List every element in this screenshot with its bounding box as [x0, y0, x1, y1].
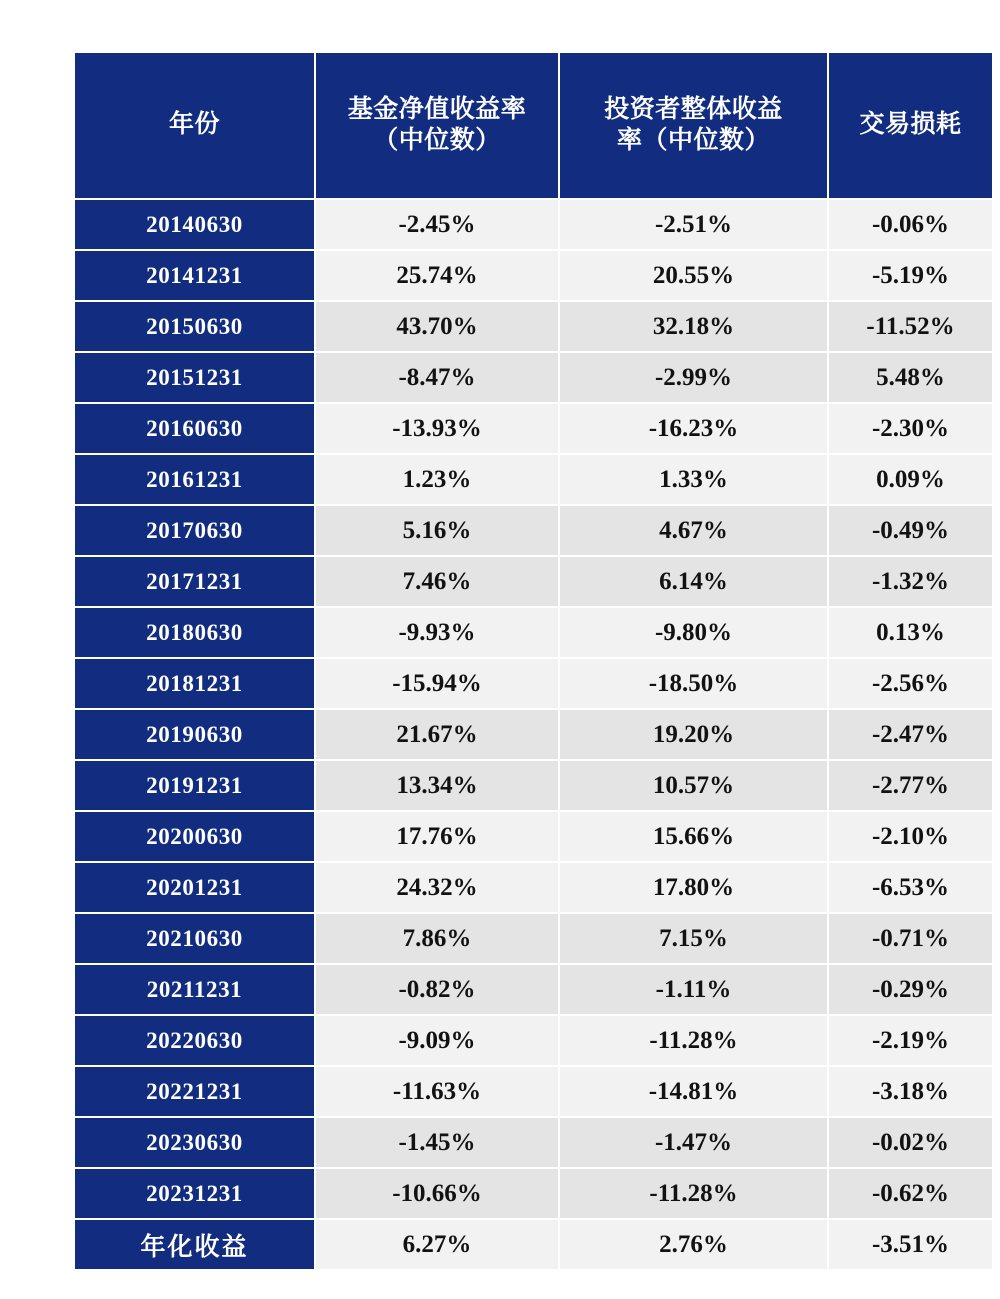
- fund-nav-return-cell: -13.93%: [316, 402, 560, 453]
- fund-nav-return-cell: -1.45%: [316, 1116, 560, 1167]
- fund-nav-return-cell: 24.32%: [316, 861, 560, 912]
- fund-nav-return-cell: 25.74%: [316, 249, 560, 300]
- fund-nav-return-cell: -11.63%: [316, 1065, 560, 1116]
- year-cell: 20200630: [75, 810, 316, 861]
- fund-nav-return-cell: -9.93%: [316, 606, 560, 657]
- fund-nav-return-cell: 7.86%: [316, 912, 560, 963]
- trading-loss-cell: -5.19%: [829, 249, 992, 300]
- trading-loss-cell: -3.18%: [829, 1065, 992, 1116]
- year-cell: 20161231: [75, 453, 316, 504]
- table-row: [75, 759, 992, 810]
- column-header-year: [75, 53, 316, 198]
- column-header-fund-nav-return-line2: （中位数）: [373, 126, 501, 154]
- table-row: [75, 300, 992, 351]
- year-cell: 20180630: [75, 606, 316, 657]
- investor-return-cell: 20.55%: [560, 249, 829, 300]
- summary-label-cell: 年化收益: [75, 1218, 316, 1269]
- trading-loss-cell: -1.32%: [829, 555, 992, 606]
- column-header-investor-return: [560, 53, 829, 198]
- table-row: [75, 1014, 992, 1065]
- trading-loss-cell: -2.19%: [829, 1014, 992, 1065]
- fund-nav-return-cell: 7.46%: [316, 555, 560, 606]
- year-cell: 20140630: [75, 198, 316, 249]
- fund-nav-return-cell: -2.45%: [316, 198, 560, 249]
- investor-return-cell: -1.47%: [560, 1116, 829, 1167]
- year-cell: 20231231: [75, 1167, 316, 1218]
- trading-loss-cell: -0.29%: [829, 963, 992, 1014]
- table-row: [75, 1116, 992, 1167]
- investor-return-cell: 17.80%: [560, 861, 829, 912]
- fund-nav-return-cell: 6.27%: [316, 1218, 560, 1269]
- trading-loss-cell: -0.06%: [829, 198, 992, 249]
- year-cell: 20210630: [75, 912, 316, 963]
- fund-return-table: [75, 53, 992, 1269]
- trading-loss-cell: -2.47%: [829, 708, 992, 759]
- fund-nav-return-cell: 43.70%: [316, 300, 560, 351]
- year-cell: 20160630: [75, 402, 316, 453]
- year-cell: 20141231: [75, 249, 316, 300]
- year-cell: 20201231: [75, 861, 316, 912]
- investor-return-cell: 19.20%: [560, 708, 829, 759]
- table-row: [75, 351, 992, 402]
- year-cell: 20211231: [75, 963, 316, 1014]
- investor-return-cell: -2.99%: [560, 351, 829, 402]
- fund-nav-return-cell: -10.66%: [316, 1167, 560, 1218]
- fund-nav-return-cell: 17.76%: [316, 810, 560, 861]
- table-body: [75, 198, 992, 1269]
- investor-return-cell: 6.14%: [560, 555, 829, 606]
- investor-return-cell: -11.28%: [560, 1167, 829, 1218]
- investor-return-cell: 1.33%: [560, 453, 829, 504]
- fund-nav-return-cell: -9.09%: [316, 1014, 560, 1065]
- table-row: [75, 912, 992, 963]
- column-header-investor-return-line2: 率（中位数）: [616, 126, 770, 154]
- year-cell: 20220630: [75, 1014, 316, 1065]
- fund-nav-return-cell: 13.34%: [316, 759, 560, 810]
- fund-nav-return-cell: 1.23%: [316, 453, 560, 504]
- column-header-fund-nav-return-line1: 基金净值收益率: [347, 96, 527, 123]
- table-header-row: [75, 53, 992, 198]
- trading-loss-cell: -2.77%: [829, 759, 992, 810]
- trading-loss-cell: -0.49%: [829, 504, 992, 555]
- trading-loss-cell: -2.10%: [829, 810, 992, 861]
- investor-return-cell: -18.50%: [560, 657, 829, 708]
- investor-return-cell: -2.51%: [560, 198, 829, 249]
- table-row: [75, 657, 992, 708]
- fund-nav-return-cell: -15.94%: [316, 657, 560, 708]
- year-cell: 20221231: [75, 1065, 316, 1116]
- trading-loss-cell: -2.30%: [829, 402, 992, 453]
- investor-return-cell: -14.81%: [560, 1065, 829, 1116]
- year-cell: 20170630: [75, 504, 316, 555]
- table-row: [75, 1167, 992, 1218]
- investor-return-cell: 15.66%: [560, 810, 829, 861]
- trading-loss-cell: -11.52%: [829, 300, 992, 351]
- investor-return-cell: -1.11%: [560, 963, 829, 1014]
- table-row: [75, 963, 992, 1014]
- trading-loss-cell: -3.51%: [829, 1218, 992, 1269]
- trading-loss-cell: -6.53%: [829, 861, 992, 912]
- trading-loss-cell: 0.09%: [829, 453, 992, 504]
- investor-return-cell: 2.76%: [560, 1218, 829, 1269]
- trading-loss-cell: -0.62%: [829, 1167, 992, 1218]
- table-row: [75, 504, 992, 555]
- table-summary-row: [75, 1218, 992, 1269]
- year-cell: 20190630: [75, 708, 316, 759]
- trading-loss-cell: -2.56%: [829, 657, 992, 708]
- table-row: [75, 453, 992, 504]
- year-cell: 20181231: [75, 657, 316, 708]
- fund-nav-return-cell: 5.16%: [316, 504, 560, 555]
- table-row: [75, 1065, 992, 1116]
- investor-return-cell: -11.28%: [560, 1014, 829, 1065]
- investor-return-cell: -9.80%: [560, 606, 829, 657]
- table-row: [75, 606, 992, 657]
- trading-loss-cell: 5.48%: [829, 351, 992, 402]
- column-header-trading-loss: [829, 53, 992, 198]
- fund-nav-return-cell: 21.67%: [316, 708, 560, 759]
- table-row: [75, 198, 992, 249]
- fund-nav-return-cell: -0.82%: [316, 963, 560, 1014]
- trading-loss-cell: -0.71%: [829, 912, 992, 963]
- investor-return-cell: 7.15%: [560, 912, 829, 963]
- column-header-year-line1: 年份: [168, 111, 220, 139]
- fund-nav-return-cell: -8.47%: [316, 351, 560, 402]
- column-header-trading-loss-line1: 交易损耗: [859, 111, 962, 139]
- year-cell: 20150630: [75, 300, 316, 351]
- table-row: [75, 555, 992, 606]
- table-row: [75, 861, 992, 912]
- year-cell: 20171231: [75, 555, 316, 606]
- column-header-fund-nav-return: [316, 53, 560, 198]
- fund-return-table-container: [75, 53, 962, 1269]
- investor-return-cell: -16.23%: [560, 402, 829, 453]
- trading-loss-cell: 0.13%: [829, 606, 992, 657]
- table-header: [75, 53, 992, 198]
- table-row: [75, 249, 992, 300]
- table-row: [75, 402, 992, 453]
- column-header-investor-return-line1: 投资者整体收益: [604, 96, 783, 123]
- year-cell: 20151231: [75, 351, 316, 402]
- investor-return-cell: 4.67%: [560, 504, 829, 555]
- table-row: [75, 810, 992, 861]
- year-cell: 20230630: [75, 1116, 316, 1167]
- table-row: [75, 708, 992, 759]
- year-cell: 20191231: [75, 759, 316, 810]
- investor-return-cell: 32.18%: [560, 300, 829, 351]
- investor-return-cell: 10.57%: [560, 759, 829, 810]
- trading-loss-cell: -0.02%: [829, 1116, 992, 1167]
